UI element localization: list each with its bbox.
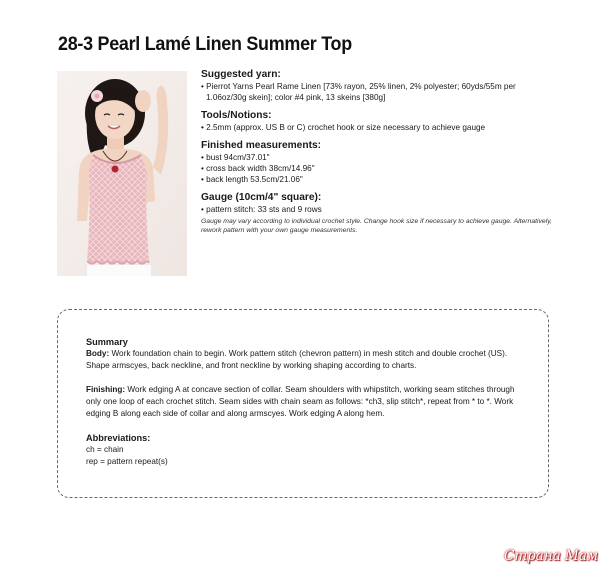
tools-line-1: • 2.5mm (approx. US B or C) crochet hook or size necessary to achieve gauge (201, 123, 486, 132)
measurement-item: • cross back width 38cm/14.96" (201, 164, 315, 173)
yarn-line-2: 1.06oz/30g skein]; color #4 pink, 13 skeins [380g] (206, 93, 386, 102)
page-title: 28-3 Pearl Lamé Linen Summer Top (58, 33, 352, 55)
finishing-label: Finishing: (86, 385, 126, 394)
finishing-paragraph (86, 384, 526, 420)
abbreviation-item: rep = pattern repeat(s) (86, 457, 168, 466)
watermark-logo: Страна Мам (504, 548, 599, 564)
measurements-section (201, 139, 561, 185)
gauge-note: Gauge may vary according to individual crochet style. Change hook size if necessary to achieve gauge. Alternatively, rework pattern with your own gauge measurements. (201, 218, 552, 234)
gauge-section (201, 191, 561, 235)
abbreviation-item: ch = chain (86, 445, 124, 454)
body-label: Body: (86, 349, 110, 358)
measurement-item: • back length 53.5cm/21.06" (201, 175, 303, 184)
summary-heading: Summary (86, 337, 128, 347)
model-photo-illustration (57, 71, 187, 276)
gauge-heading: Gauge (10cm/4" square): (201, 192, 322, 203)
measurement-item: • bust 94cm/37.01" (201, 153, 270, 162)
tools-section (201, 109, 561, 133)
tools-heading: Tools/Notions: (201, 110, 272, 121)
yarn-section (201, 68, 561, 103)
yarn-heading: Suggested yarn: (201, 69, 281, 80)
model-photo (57, 71, 187, 276)
abbreviations-heading: Abbreviations: (86, 433, 151, 443)
measurements-heading: Finished measurements: (201, 140, 322, 151)
pattern-info (201, 68, 561, 241)
yarn-line-1: • Pierrot Yarns Pearl Rame Linen [73% rayon, 25% linen, 2% polyester; 60yds/55m per (201, 82, 516, 91)
gauge-line-1: • pattern stitch: 33 sts and 9 rows (201, 205, 322, 214)
body-paragraph (86, 348, 526, 372)
summary-content (86, 336, 526, 468)
finishing-text: Work edging A at concave section of collar. Seam shoulders with whipstitch, working seam stitches through only one loop of each crochet stitch. Seam sides with chain seam as follows: *ch3, slip stitch*, repeat from * to *. Work edging B along each side of collar and along armscyes. Work edging A along hem. (86, 385, 515, 418)
body-text: Work foundation chain to begin. Work pattern stitch (chevron pattern) in mesh stitch and double crochet (US). Shape armscyes, back neckline, and front neckline by working shaping according to charts. (86, 349, 508, 370)
